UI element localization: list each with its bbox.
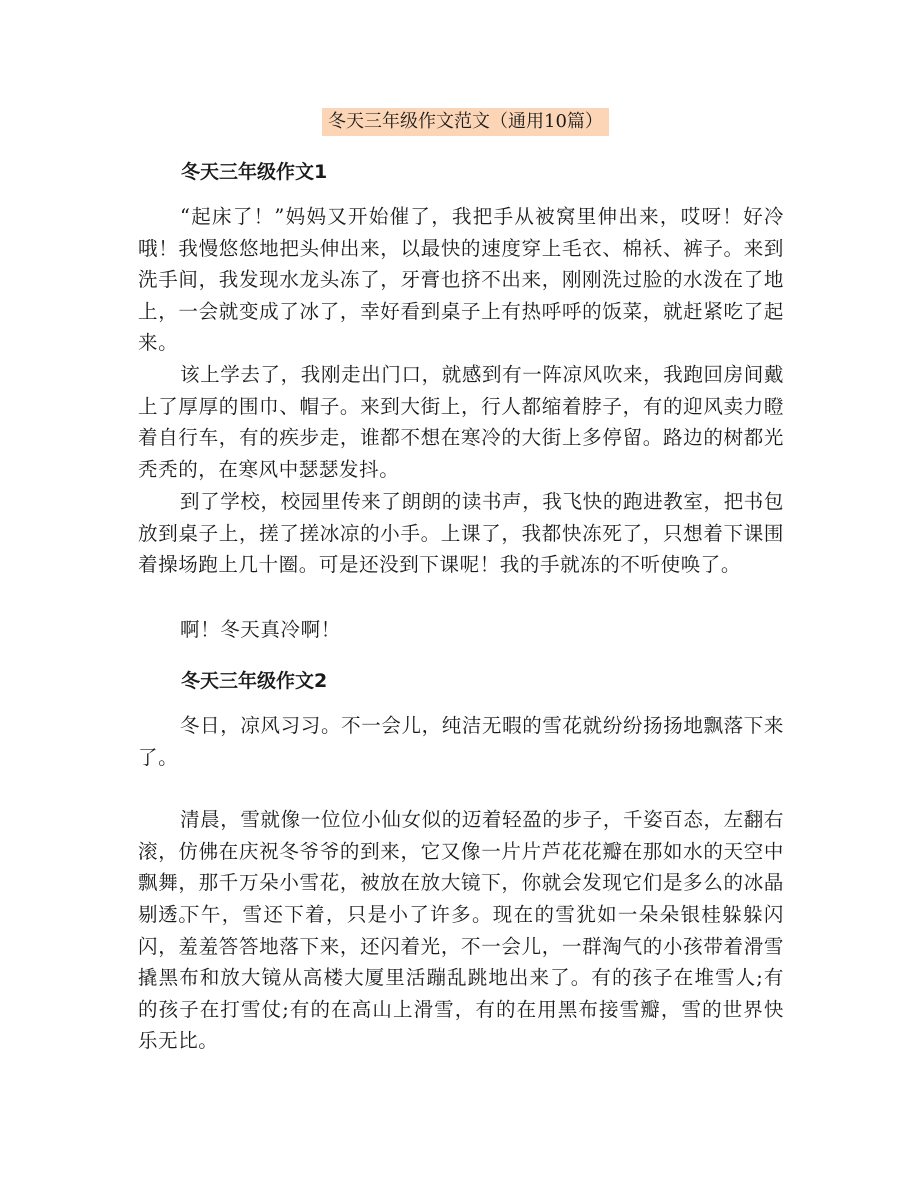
paragraph: 清晨，雪就像一位位小仙女似的迈着轻盈的步子，千姿百态，左翻右滚，仿佛在庆祝冬爷爷的到来，它又像一片片芦花花瓣在那如水的天空中飘舞，那千万朵小雪花，被放在放大镜下，你就会发现它们是多么的冰晶剔透。 [138, 808, 784, 926]
paragraph: “起床了！”妈妈又开始催了，我把手从被窝里伸出来，哎呀！好冷哦！我慢悠悠地把头伸出来，以最快的速度穿上毛衣、棉袄、裤子。来到洗手间，我发现水龙头冻了，牙膏也挤不出来，刚刚洗过脸的水泼在了地上，一会就变成了冰了，幸好看到桌子上有热呼呼的饭菜，就赶紧吃了起来。 [138, 205, 784, 354]
paragraph: 到了学校，校园里传来了朗朗的读书声，我飞快的跑进教室，把书包放到桌子上，搓了搓冰凉的小手。上课了，我都快冻死了，只想着下课围着操场跑上几十圈。可是还没到下课呢！我的手就冻的不听使唤了。 [138, 490, 784, 576]
section-heading-2: 冬天三年级作文2 [181, 670, 328, 692]
document-title: 冬天三年级作文范文（通用10篇） [322, 108, 609, 136]
paragraph: 下午，雪还下着，只是小了许多。现在的雪犹如一朵朵银桂躲躲闪闪，羞羞答答地落下来，还闪着光，不一会儿，一群淘气的小孩带着滑雪撬黑布和放大镜从高楼大厦里活蹦乱跳地出来了。有的孩子在堆雪人;有的孩子在打雪仗;有的在高山上滑雪，有的在用黑布接雪瓣，雪的世界快乐无比。 [138, 903, 784, 1052]
paragraph: 啊！冬天真冷啊！ [180, 618, 341, 641]
paragraph: 冬日，凉风习习。不一会儿，纯洁无暇的雪花就纷纷扬扬地飘落下来了。 [138, 714, 784, 769]
section-heading-1: 冬天三年级作文1 [181, 161, 328, 183]
paragraph: 该上学去了，我刚走出门口，就感到有一阵凉风吹来，我跑回房间戴上了厚厚的围巾、帽子。来到大街上，行人都缩着脖子，有的迎风卖力瞪着自行车，有的疾步走，谁都不想在寒冷的大街上多停留。路边的树都光秃秃的，在寒风中瑟瑟发抖。 [138, 363, 784, 481]
